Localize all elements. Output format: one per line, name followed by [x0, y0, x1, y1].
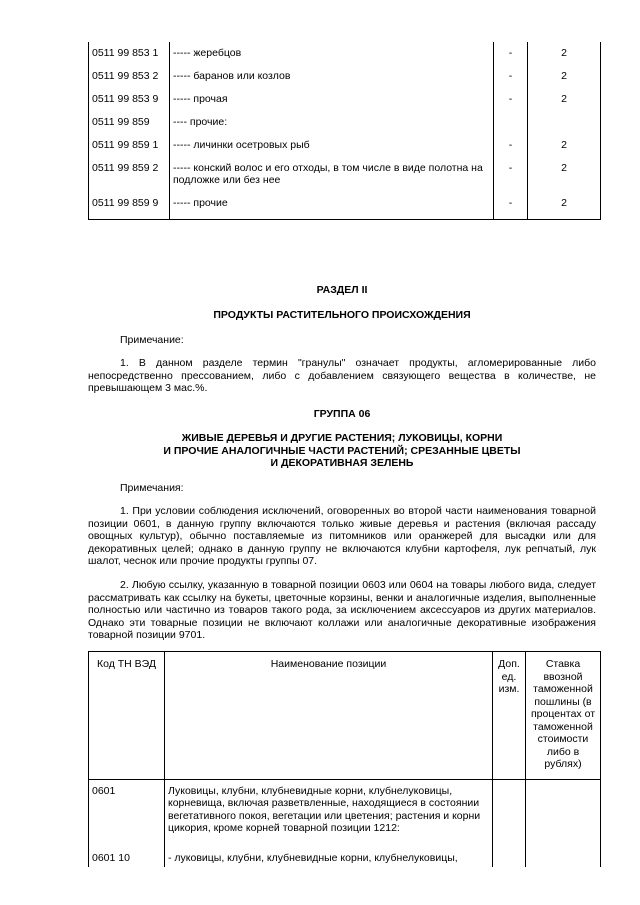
tariff-table-continuation	[88, 42, 601, 220]
name-cell: ----- баранов или козлов	[170, 65, 494, 88]
name-cell: ----- жеребцов	[170, 42, 494, 65]
name-cell: ----- прочие	[170, 192, 494, 220]
unit-cell: -	[494, 192, 528, 220]
group-note-2: 2. Любую ссылку, указанную в товарной позиции 0603 или 0604 на товары любого вида, следует рассматривать как ссылку на букеты, цветочные корзины, венки и аналогичные изделия, выполненные полностью или частично из товаров такого рода, за исключением аксессуаров из других материалов. Однако эти товарные позиции не включают коллажи или аналогичные декоративные изображения товарной позиции 9701.	[88, 579, 596, 641]
table-row	[89, 65, 601, 88]
name-cell: ---- прочие:	[170, 111, 494, 134]
section-note-text: 1. В данном разделе термин "гранулы" означает продукты, агломерированные либо непосредственно прессованием, либо с добавлением связующего вещества в количестве, не превышающем 3 мас.%.	[88, 357, 596, 394]
code-cell: 0511 99 853 9	[89, 88, 170, 111]
table-row	[89, 157, 601, 192]
name-cell: ----- личинки осетровых рыб	[170, 134, 494, 157]
table-row	[89, 838, 601, 868]
table-row	[89, 42, 601, 65]
group-notes-label: Примечания:	[120, 482, 184, 494]
code-cell: 0601	[89, 779, 165, 838]
table-row	[89, 111, 601, 134]
rate-cell	[528, 111, 601, 134]
unit-cell	[493, 779, 526, 838]
table-row	[89, 192, 601, 220]
name-cell: ----- конский волос и его отходы, в том числе в виде полотна на подложке или без нее	[170, 157, 494, 192]
rate-cell: 2	[528, 65, 601, 88]
tariff-table	[88, 651, 601, 867]
rate-cell: 2	[528, 88, 601, 111]
group-title-line: ЖИВЫЕ ДЕРЕВЬЯ И ДРУГИЕ РАСТЕНИЯ; ЛУКОВИЦЫ, КОРНИ	[181, 432, 503, 444]
group-heading: ГРУППА 06	[313, 408, 371, 420]
unit-cell	[494, 111, 528, 134]
section-heading: РАЗДЕЛ II	[316, 284, 368, 296]
rate-cell: 2	[528, 192, 601, 220]
header-code: Код ТН ВЭД	[89, 652, 165, 780]
unit-cell: -	[494, 157, 528, 192]
code-cell: 0511 99 859 2	[89, 157, 170, 192]
section-note-label: Примечание:	[120, 334, 184, 346]
rate-cell	[526, 779, 601, 838]
code-cell: 0601 10	[89, 838, 165, 868]
table-row	[89, 134, 601, 157]
table-row	[89, 88, 601, 111]
group-title-line: И ДЕКОРАТИВНАЯ ЗЕЛЕНЬ	[270, 457, 414, 469]
unit-cell: -	[494, 42, 528, 65]
name-cell: Луковицы, клубни, клубневидные корни, клубнелуковицы, корневища, включая разветвленные, находящиеся в состоянии вегетативного покоя, вегетации или цветения; растения и корни цикория, кроме корней товарной позиции 1212:	[165, 779, 493, 838]
group-title-line: И ПРОЧИЕ АНАЛОГИЧНЫЕ ЧАСТИ РАСТЕНИЙ; СРЕЗАННЫЕ ЦВЕТЫ	[163, 444, 521, 457]
table-row	[89, 779, 601, 838]
name-cell: - луковицы, клубни, клубневидные корни, клубнелуковицы,	[165, 838, 493, 868]
unit-cell: -	[494, 65, 528, 88]
code-cell: 0511 99 859 9	[89, 192, 170, 220]
group-title	[88, 432, 596, 470]
code-cell: 0511 99 853 2	[89, 65, 170, 88]
rate-cell: 2	[528, 157, 601, 192]
header-rate: Ставка ввозной таможенной пошлины (в процентах от таможенной стоимости либо в рублях)	[526, 652, 601, 780]
name-cell: ----- прочая	[170, 88, 494, 111]
group-note-1: 1. При условии соблюдения исключений, оговоренных во второй части наименования товарной позиции 0601, в данную группу включаются только живые деревья и растения (включая рассаду овощных культур), обычно поставляемые из питомников или оранжерей для высадки или для декоративных целей; однако в данную группу не включаются клубни картофеля, лук репчатый, лук шалот, чеснок или прочие продукты группы 07.	[88, 505, 596, 567]
code-cell: 0511 99 853 1	[89, 42, 170, 65]
rate-cell: 2	[528, 42, 601, 65]
rate-cell: 2	[528, 134, 601, 157]
code-cell: 0511 99 859	[89, 111, 170, 134]
header-unit: Доп. ед. изм.	[493, 652, 526, 780]
unit-cell: -	[494, 134, 528, 157]
section-title: ПРОДУКТЫ РАСТИТЕЛЬНОГО ПРОИСХОЖДЕНИЯ	[213, 309, 471, 321]
header-name: Наименование позиции	[165, 652, 493, 780]
code-cell: 0511 99 859 1	[89, 134, 170, 157]
unit-cell: -	[494, 88, 528, 111]
unit-cell	[493, 838, 526, 868]
table-header-row	[89, 652, 601, 780]
rate-cell	[526, 838, 601, 868]
